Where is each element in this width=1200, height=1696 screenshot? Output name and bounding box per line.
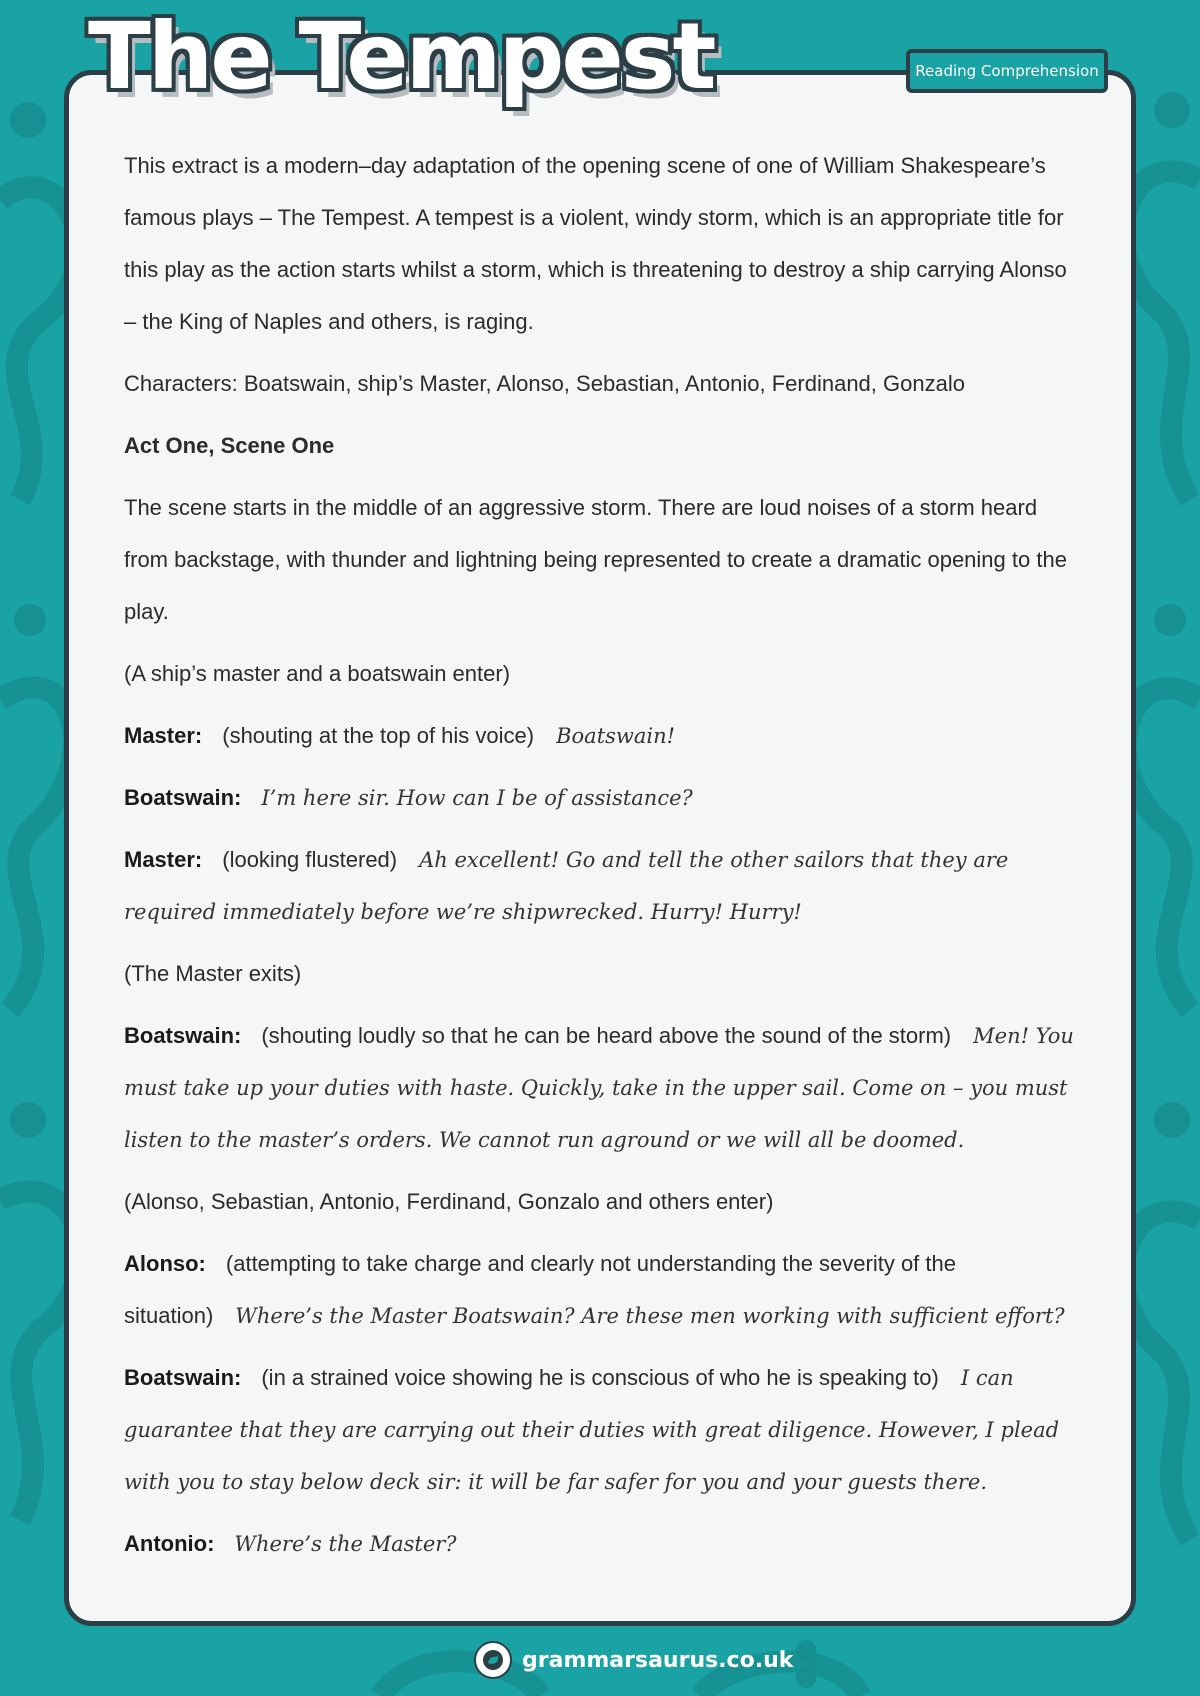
line-direction: (shouting loudly so that he can be heard above the sound of the storm)	[261, 1023, 952, 1048]
speaker-name: Antonio:	[124, 1531, 215, 1556]
stage-direction: (A ship’s master and a boatswain enter)	[124, 661, 511, 686]
speaker-name: Boatswain:	[124, 1365, 242, 1390]
dinosaur-logo-icon	[474, 1641, 512, 1679]
line-text: Where’s the Master Boatswain? Are these men working with sufficient effort?	[235, 1304, 1065, 1328]
speaker-name: Master:	[124, 723, 203, 748]
line-text: Where’s the Master?	[234, 1532, 457, 1556]
script-line	[124, 710, 1084, 762]
footer-site-link[interactable]: grammarsaurus.co.uk	[522, 1647, 794, 1673]
speaker-name: Boatswain:	[124, 1023, 242, 1048]
stage-direction: (The Master exits)	[124, 961, 302, 986]
script-line	[124, 1352, 1084, 1508]
script-line	[124, 834, 1084, 938]
script-line	[124, 1010, 1084, 1166]
line-text: Men! You must take up your duties with haste. Quickly, take in the upper sail. Come on – you must listen to the master’s orders. We cannot run aground or we will all be doomed.	[124, 1024, 1074, 1152]
footer	[474, 1640, 793, 1680]
line-text: I’m here sir. How can I be of assistance?	[261, 786, 693, 810]
line-direction: (looking flustered)	[222, 847, 398, 872]
line-direction: (in a strained voice showing he is conscious of who he is speaking to)	[261, 1365, 939, 1390]
stage-direction: (Alonso, Sebastian, Antonio, Ferdinand, Gonzalo and others enter)	[124, 1189, 774, 1214]
line-direction: (attempting to take charge and clearly not understanding the severity of the situation)	[124, 1251, 956, 1328]
script-line	[124, 1518, 1084, 1570]
speaker-name: Boatswain:	[124, 785, 242, 810]
line-text: Ah excellent! Go and tell the other sailors that they are required immediately before we’re shipwrecked. Hurry! Hurry!	[124, 848, 1009, 924]
document-body	[124, 140, 1084, 1580]
speaker-name: Alonso:	[124, 1251, 206, 1276]
characters-list: Characters: Boatswain, ship’s Master, Alonso, Sebastian, Antonio, Ferdinand, Gonzalo	[124, 371, 965, 396]
act-heading: Act One, Scene One	[124, 433, 335, 458]
line-text: Boatswain!	[556, 724, 676, 748]
intro-paragraph: This extract is a modern–day adaptation of the opening scene of one of William Shakespeare’s famous plays – The Tempest. A tempest is a violent, windy storm, which is an appropriate title for this play as the action starts whilst a storm, which is threatening to destroy a ship carrying Alonso – the King of Naples and others, is raging.	[124, 153, 1067, 334]
line-direction: (shouting at the top of his voice)	[222, 723, 535, 748]
speaker-name: Master:	[124, 847, 203, 872]
line-text: I can guarantee that they are carrying out their duties with great diligence. However, I plead with you to stay below deck sir: it will be far safer for you and your guests there.	[124, 1366, 1060, 1494]
scene-description: The scene starts in the middle of an aggressive storm. There are loud noises of a storm heard from backstage, with thunder and lightning being represented to create a dramatic opening to the play.	[124, 495, 1067, 624]
script-line	[124, 772, 1084, 824]
reading-comprehension-badge: Reading Comprehension	[906, 49, 1108, 93]
script-line	[124, 1238, 1084, 1342]
page-title: The Tempest	[88, 3, 714, 110]
